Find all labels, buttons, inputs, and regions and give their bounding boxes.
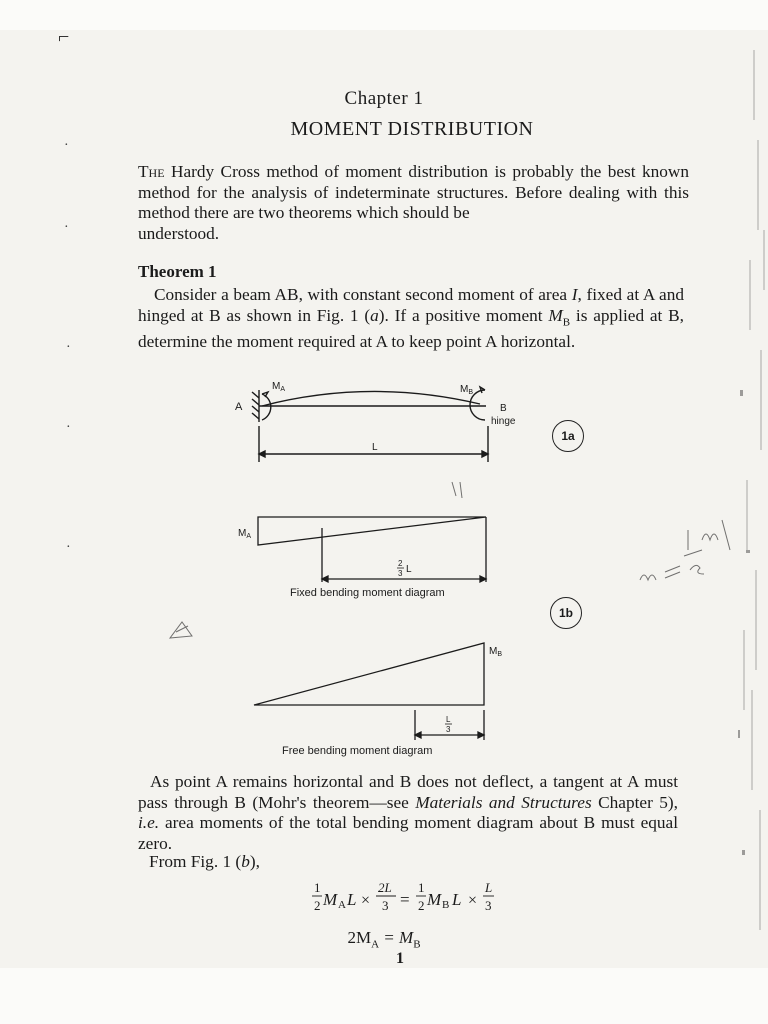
- svg-text:L: L: [485, 880, 493, 895]
- scan-mark: ·: [66, 340, 71, 355]
- mohr-paragraph: As point A remains horizontal and B does not deflect, a tangent at A must pass through B (Mohr's theorem—see Materials and Structures Chapter 5), i.e. area moments of the total bending moment diagram about B must equal zero.: [138, 772, 678, 853]
- intro-paragraph: [138, 162, 689, 244]
- theorem-body: Consider a beam AB, with constant second moment of area I, fixed at A and hinged at B as shown in Fig. 1 (a). If a positive moment $M_B$ is applied at B, determine the moment required at A to keep point A horizontal.: [138, 285, 685, 352]
- svg-text:L: L: [452, 890, 462, 909]
- svg-text:M: M: [427, 890, 442, 909]
- scan-border-top: [0, 0, 768, 30]
- fig-label-mb: $M_B$: [460, 384, 474, 396]
- svg-text:1: 1: [418, 880, 425, 895]
- frac-l-third-den: 3: [446, 725, 451, 734]
- svg-text:×: ×: [468, 892, 478, 909]
- svg-text:×: ×: [361, 892, 371, 909]
- figure-1a-label: 1a: [552, 420, 584, 452]
- fixed-diagram-caption: Fixed bending moment diagram: [290, 587, 445, 599]
- figure-1a-beam: [252, 387, 488, 462]
- frac-two-thirds-num: 2: [398, 559, 403, 568]
- equation-2: $2M_A = M_B$: [347, 928, 421, 951]
- svg-text:2L: 2L: [378, 880, 392, 895]
- scan-border-bottom: [0, 968, 768, 1024]
- fig-label-hinge: hinge: [491, 416, 516, 427]
- svg-text:3: 3: [485, 898, 492, 913]
- from-fig-line: From Fig. 1 (b),: [149, 852, 260, 871]
- fig-label-mb-b: $M_B$: [489, 646, 503, 658]
- fig-label-b: B: [500, 403, 507, 414]
- intro-last-line: understood.: [138, 223, 220, 243]
- frac-two-thirds-l: L: [406, 564, 412, 575]
- page-number: 1: [396, 950, 404, 967]
- svg-text:3: 3: [382, 898, 389, 913]
- free-diagram-caption: Free bending moment diagram: [282, 745, 433, 757]
- scan-mark: ⌐: [58, 26, 70, 48]
- chapter-title: MOMENT DISTRIBUTION: [290, 118, 534, 140]
- svg-text:L: L: [347, 890, 357, 909]
- svg-text:2: 2: [418, 898, 425, 913]
- intro-text: Hardy Cross method of moment distribution is probably the best known method for the analysis of indeterminate structures. Before dealing with this method there are two theorems which should be: [138, 162, 689, 222]
- lead-word: The: [138, 162, 165, 181]
- svg-text:2: 2: [314, 898, 321, 913]
- fig-label-ma: $M_A$: [272, 381, 286, 393]
- scan-mark: ·: [66, 540, 71, 555]
- svg-text:1: 1: [314, 880, 321, 895]
- scan-mark: ·: [64, 220, 69, 235]
- svg-text:A: A: [338, 899, 346, 911]
- svg-text:B: B: [442, 899, 450, 911]
- frac-two-thirds-den: 3: [398, 569, 403, 578]
- svg-text:M: M: [323, 890, 338, 909]
- fig-label-ma-b: $M_A$: [238, 528, 252, 540]
- fixed-bm-diagram: [258, 517, 486, 582]
- theorem-heading: Theorem 1: [138, 262, 217, 281]
- fig-label-a: A: [235, 401, 243, 413]
- svg-text:=: =: [400, 890, 410, 909]
- chapter-heading: Chapter 1: [344, 88, 424, 109]
- scan-mark: ·: [64, 138, 69, 153]
- frac-l-third-num: L: [446, 715, 451, 724]
- handwritten-annotation: [170, 482, 730, 638]
- fig-label-l: L: [372, 442, 378, 453]
- figure-1b-label: 1b: [550, 597, 582, 629]
- scan-mark: ·: [66, 420, 71, 435]
- figure-1: [0, 370, 768, 770]
